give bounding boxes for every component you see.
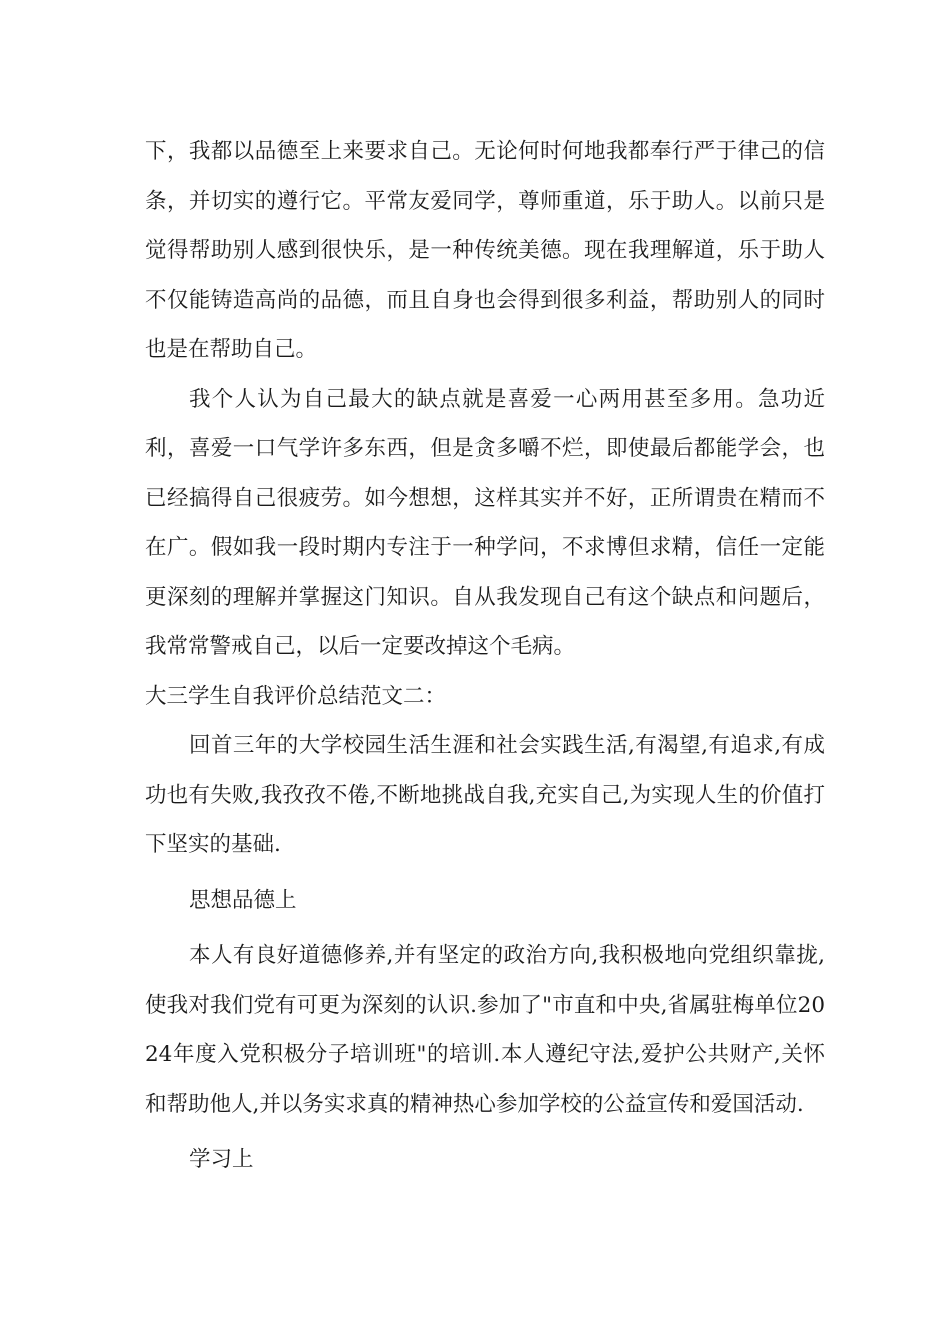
paragraph-review-three-years: 回首三年的大学校园生活生涯和社会实践生活,有渴望,有追求,有成功也有失败,我孜孜不倦,不断地挑战自我,充实自己,为实现人生的价值打下坚实的基础. [145,733,825,857]
paragraph-shortcoming: 我个人认为自己最大的缺点就是喜爱一心两用甚至多用。急功近利，喜爱一口气学许多东西，但是贪多嚼不烂，即使最后都能学会，也已经搞得自己很疲劳。如今想想，这样其实并不好，正所谓贵在精而不在广。假如我一段时期内专注于一种学问，不求博但求精，信任一定能更深刻的理解并掌握这门知识。自从我发现自己有这个缺点和问题后，我常常警戒自己，以后一定要改掉这个毛病。 [145,386,825,659]
paragraph-character-continuation: 下，我都以品德至上来要求自己。无论何时何地我都奉行严于律己的信条，并切实的遵行它。平常友爱同学，尊师重道，乐于助人。以前只是觉得帮助别人感到很快乐，是一种传统美德。现在我理解道，乐于助人不仅能铸造高尚的品德，而且自身也会得到很多利益，帮助别人的同时也是在帮助自己。 [145,139,825,362]
paragraph-moral-character: 本人有良好道德修养,并有坚定的政治方向,我积极地向党组织靠拢,使我对我们党有可更为深刻的认识.参加了"市直和中央,省属驻梅单位2024年度入党积极分子培训班"的培训.本人遵纪守法,爱护公共财产,关怀和帮助他人,并以务实求真的精神热心参加学校的公益宣传和爱国活动. [145,943,825,1117]
document-body [145,127,825,1185]
section-heading-sample-two: 大三学生自我评价总结范文二： [145,683,447,709]
subheading-moral-character: 思想品德上 [189,887,297,913]
subheading-study: 学习上 [189,1147,254,1172]
